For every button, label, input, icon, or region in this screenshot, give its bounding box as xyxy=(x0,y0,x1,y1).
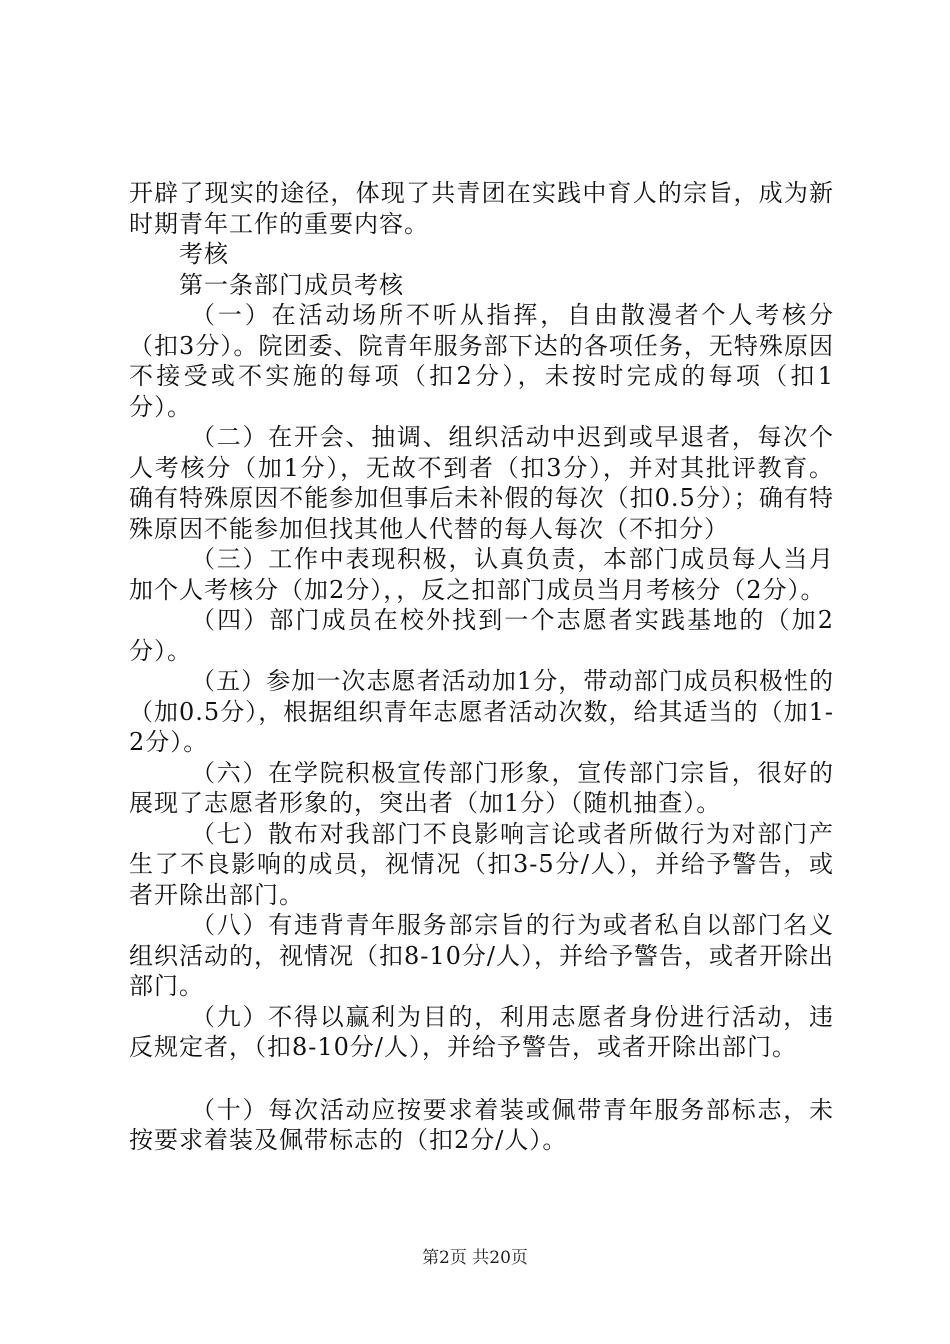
clause-8: （八）有违背青年服务部宗旨的行为或者私自以部门名义组织活动的，视情况（扣8-10分/人），并给予警告，或者开除出部门。 xyxy=(129,911,835,1000)
clause-9: （九）不得以赢利为目的，利用志愿者身份进行活动，违反规定者，（扣8-10分/人），并给予警告，或者开除出部门。 xyxy=(129,1002,834,1061)
clause-10: （十）每次活动应按要求着装或佩带青年服务部标志，未按要求着装及佩带标志的（扣2分/人）。 xyxy=(129,1095,834,1154)
clause-6: （六）在学院积极宣传部门形象，宣传部门宗旨，很好的展现了志愿者形象的，突出者（加1分）（随机抽查）。 xyxy=(129,758,834,817)
clause-4: （四）部门成员在校外找到一个志愿者实践基地的（加2分）。 xyxy=(129,606,834,665)
document-body xyxy=(129,178,834,1156)
paragraph-intro: 开辟了现实的途径，体现了共青团在实践中育人的宗旨，成为新时期青年工作的重要内容。 xyxy=(129,179,834,238)
clause-2: （二）在开会、抽调、组织活动中迟到或早退者，每次个人考核分（加1分），无故不到者（扣3分），并对其批评教育。确有特殊原因不能参加但事后未补假的每次（扣0.5分）；确有特殊原因不能参加但找其他人代替的每人每次（不扣分） xyxy=(129,423,834,543)
page-number-footer: 第2页 共20页 xyxy=(422,1248,528,1268)
clause-7: （七）散布对我部门不良影响言论或者所做行为对部门产生了不良影响的成员，视情况（扣3-5分/人），并给予警告，或者开除出部门。 xyxy=(129,819,834,909)
clause-5: （五）参加一次志愿者活动加1分，带动部门成员积极性的（加0.5分），根据组织青年志愿者活动次数，给其适当的（加1-2分）。 xyxy=(129,667,834,756)
clause-1: （一）在活动场所不听从指挥，自由散漫者个人考核分（扣3分）。院团委、院青年服务部下达的各项任务，无特殊原因不接受或不实施的每项（扣2分），未按时完成的每项（扣1分）。 xyxy=(129,301,834,421)
article-heading-1: 第一条部门成员考核 xyxy=(179,270,404,299)
clause-3: （三）工作中表现积极，认真负责，本部门成员每人当月加个人考核分（加2分），，反之扣部门成员当月考核分（2分）。 xyxy=(129,545,834,604)
section-heading-assessment: 考核 xyxy=(179,240,229,268)
